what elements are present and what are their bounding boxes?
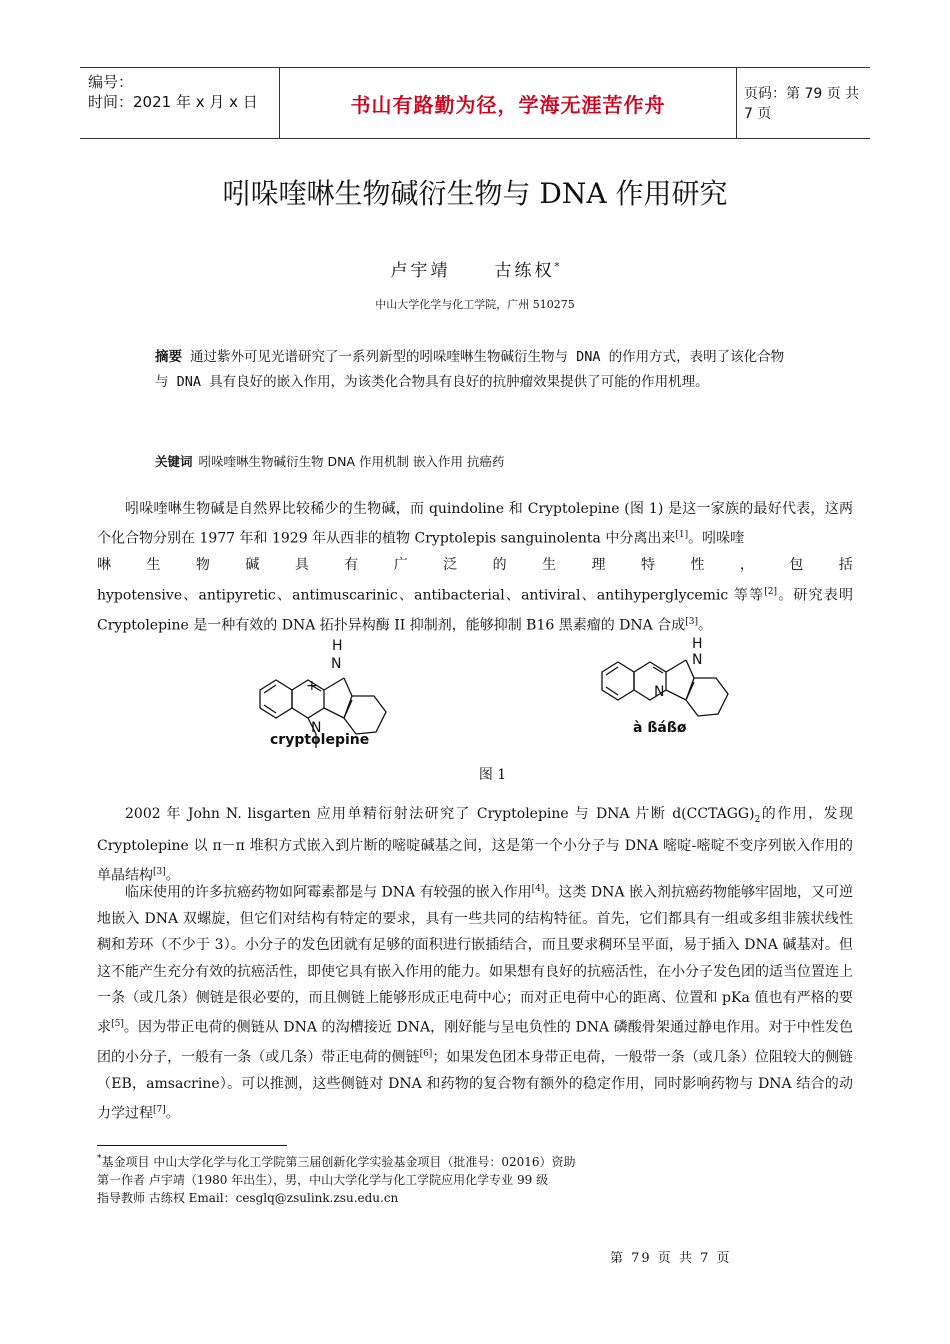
spread-char: 生 [542, 557, 557, 574]
spread-char: 生 [146, 557, 161, 574]
para2-text-c: 。 [165, 868, 180, 885]
footnote-funding: 基金项目 中山大学化学与化工学院第三届创新化学实验基金项目（批准号：02016）资助 [101, 1155, 576, 1169]
structure-diagrams [240, 634, 800, 754]
paper-title: 吲哚喹啉生物碱衍生物与 DNA 作用研究 [222, 177, 728, 210]
indole-benzene-ring [686, 678, 728, 716]
citation-ref: [2] [764, 586, 778, 597]
atom-n: N [311, 720, 322, 736]
spread-char: 有 [344, 557, 359, 574]
corresponding-mark: * [554, 261, 560, 273]
para3-text-a: 临床使用的许多抗癌药物如阿霉素都是与 DNA 有较强的嵌入作用 [125, 884, 532, 901]
spread-char: 广 [393, 557, 408, 574]
footnotes [97, 1150, 576, 1207]
time-label: 时间：2021 年 x 月 x 日 [88, 93, 258, 111]
para3-text-d: ；如果发色团本身带正电荷，一般带一条（或几条）位阻较大的侧链（EB，amsacrine）。可以推测，这些侧链对 DNA 和药物的复合物有额外的稳定作用，同时影响药物与 DNA 结合的动力学过程 [97, 1049, 854, 1122]
atom-n: N [692, 652, 703, 668]
atom-n: N [331, 656, 342, 672]
page-footer: 第 79 页 共 7 页 [610, 1251, 732, 1266]
keywords-label: 关键词 [155, 454, 193, 469]
author-2: 古练权 [494, 261, 555, 281]
spread-char: 泛 [443, 557, 458, 574]
subscript: 2 [754, 814, 761, 825]
citation-ref: [3] [153, 867, 166, 878]
header-page-info: 页码：第 79 页 共 7 页 [744, 86, 860, 122]
spread-char: 具 [294, 557, 309, 574]
header-meta [80, 68, 280, 138]
abstract [155, 345, 795, 395]
citation-ref: [5] [111, 1019, 124, 1030]
author-1: 卢宇靖 [390, 261, 451, 281]
footnote-rule [97, 1145, 287, 1146]
para1-text-d: 。研究表明 Cryptolepine 是一种有效的 DNA 拓扑异构酶 II 抑制剂，能够抑制 B16 黑素瘤的 DNA 合成 [97, 587, 853, 634]
serial-label: 编号： [88, 73, 134, 91]
plus-charge: + [306, 678, 318, 694]
spread-char: 啉 [97, 557, 111, 574]
spread-char: 的 [492, 557, 507, 574]
figure-caption: 图 1 [478, 767, 507, 783]
atom-h: H [332, 638, 343, 654]
spread-char: 括 [838, 557, 853, 574]
footnote-advisor: 指导教师 古练权 Email：cesglq@zsulink.zsu.edu.cn [97, 1191, 399, 1205]
keywords [155, 452, 795, 470]
atom-n: N [654, 684, 665, 700]
spread-char: 理 [591, 557, 606, 574]
authors [0, 256, 950, 281]
para3-text-c: 。因为带正电荷的侧链从 DNA 的沟槽接近 DNA，刚好能与呈电负性的 DNA 磷酸骨架通过静电作用。对于中性发色团的小分子，一般有一条（或几条）带正电荷的侧链 [97, 1019, 853, 1066]
para3-text-b: 。这类 DNA 嵌入剂抗癌药物能够牢固地，又可逆地嵌入 DNA 双螺旋，但它们对结构有特定的要求，具有一些共同的结构特征。首先，它们都具有一组或多组非簇状线性稠和芳环（不少于 3）。小分子的发色团就有足够的面积进行嵌插结合，而且要求稠环呈平面，易于插入 DNA 碱基对。但这不能产生充分有效的抗癌活性，即使它具有嵌入作用的能力。如果想有良好的抗癌活性，在小分子发色团的适当位置连上一条（或几条）侧链是很必要的，而且侧链上能够形成正电荷中心；而对正电荷中心的距离、位置和 pKa 值也有严格的要求 [97, 884, 854, 1036]
page-header [80, 67, 870, 139]
para1-text-c: hypotensive、antipyretic、antimuscarinic、antibacterial、antiviral、antihyperglycemic 等等 [97, 587, 765, 604]
spread-char: 碱 [245, 557, 260, 574]
para1-spread-line [97, 552, 853, 578]
spread-char: 性 [690, 557, 705, 574]
para2-text-a: 2002 年 John N. lisgarten 应用单精衍射法研究了 Cryptolepine 与 DNA 片断 d(CCTAGG) [125, 806, 755, 822]
paragraph-1 [97, 496, 853, 638]
para2-text-b: 的作用，发现 Cryptolepine 以 π－π 堆积方式嵌入到片断的嘧啶碱基之间，这是第一个小分子与 DNA 嘧啶-嘧啶不变序列嵌入作用的单晶结构 [97, 806, 854, 885]
figure-1 [240, 634, 800, 754]
header-motto: 书山有路勤为径，学海无涯苦作舟 [280, 68, 737, 138]
spread-char: ， [739, 557, 754, 574]
citation-ref: [6] [419, 1049, 433, 1060]
para1-text-b: 。吲哚喹 [688, 530, 745, 547]
affiliation: 中山大学化学与化工学院，广州 510275 [375, 298, 575, 311]
spread-char: 特 [640, 557, 655, 574]
abstract-label: 摘要 [155, 349, 182, 365]
para1-text-a: 吲哚喹啉生物碱是自然界比较稀少的生物碱，而 quindoline 和 Cryptolepine (图 1) 是这一家族的最好代表，这两个化合物分别在 1977 年和 1929 年从西非的植物 Cryptolepis sanguinolenta 中分离出来 [97, 501, 853, 547]
citation-ref: [1] [675, 530, 689, 541]
citation-ref: [3] [685, 616, 698, 627]
citation-ref: [4] [531, 884, 545, 894]
footnote-mark: * [97, 1154, 102, 1164]
spread-char: 包 [789, 557, 804, 574]
citation-ref: [7] [153, 1105, 166, 1116]
footnote-first-author: 第一作者 卢宇靖（1980 年出生），男，中山大学化学与化工学院应用化学专业 99 级 [97, 1173, 549, 1187]
spread-char: 物 [195, 557, 210, 574]
label-cryptolepine: cryptolepine [270, 732, 370, 748]
para3-text-e: 。 [165, 1106, 180, 1122]
abstract-text: 通过紫外可见光谱研究了一系列新型的吲哚喹啉生物碱衍生物与 DNA 的作用方式，表明了该化合物与 DNA 具有良好的嵌入作用，为该类化合物具有良好的抗肿瘤效果提供了可能的作用机理。 [155, 349, 785, 390]
label-quindoline: à ßáßø [633, 720, 687, 736]
indole-benzene-ring [344, 696, 386, 734]
atom-h: H [692, 636, 703, 652]
para1-text-e: 。 [697, 617, 712, 634]
keywords-text: 吲哚喹啉生物碱衍生物 DNA 作用机制 嵌入作用 抗癌药 [198, 454, 505, 469]
paragraph-3 [97, 876, 853, 1127]
